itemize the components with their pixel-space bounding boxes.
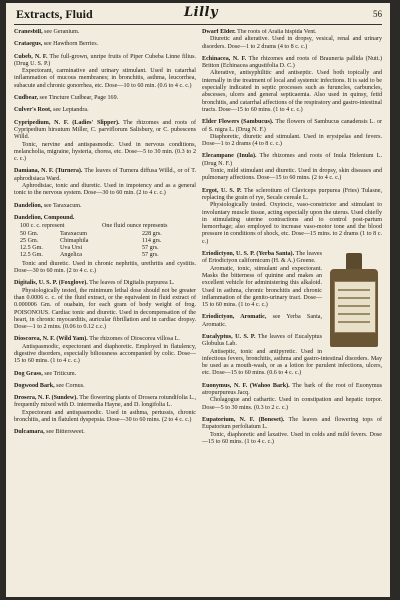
entry-lead [202,383,382,398]
entry-paragraph: Tonic, nervine and antispasmodic. Used in nervous conditions, melancholia, migraine, hysteria, chorea, etc. Dose—5 to 30 min. (0.3 to 2 c. c.) [14,141,196,163]
monograph-entry [14,395,196,424]
product-bottle-image [326,253,382,349]
entry-paragraph: Tonic, diaphoretic and laxative. Used in colds and mild fevers. Dose—15 to 60 mins. (1 to 4 c. c.) [202,431,382,445]
bottle-label-line [338,313,370,315]
entry-lead [14,203,196,210]
entry-paragraph: Diuretic and alterative. Used in dropsy, vesical, renal and urinary disorders. Dose—1 to 2 drams (4 to 8 c. c.) [202,36,382,50]
bottle-label-line [338,297,370,299]
entry-heading: Elecampane (Inula). [202,153,257,160]
monograph-entry [202,251,382,309]
entry-heading: Cranesbill, [14,29,43,35]
entry-description: The flowering plants of Drosera rotundifolia L., frequently mixed with D. intermedia Hayne, and D. longifolia L. [14,395,196,409]
entry-heading: Echinacea, N. F. [202,55,247,62]
monograph-entry [14,371,196,378]
entry-lead [202,153,382,168]
entry-paragraph: Physiologically tested. Oxytocic, vaso-constrictor and stimulant to involuntary muscle tissue, acting especially upon the uterus. Used chiefly in stimulating uterine contractions and to control post-partum hemorrhage; also employed to increase vaso-motor tone and the blood pressure in conditions of shock, etc. Dose—15 mins. to 2 drams (1 to 8 c. c.) [202,202,382,245]
monograph-entry [14,107,196,114]
formula-header-right: One fluid ounce represents [102,223,168,230]
entry-lead [14,429,196,436]
formula-amount: 25 Gm. [20,237,39,244]
entry-description: The sclerotium of Claviceps purpurea (Fries) Tulasne, replacing the grain of rye, Secale cereale L. [202,187,382,201]
formula-row [20,245,196,252]
monograph-entry [14,383,196,390]
formula-grains: 57 grs. [142,245,159,252]
entry-paragraph: Tonic, mild stimulant and diuretic. Used in dropsy, skin diseases and pulmonary affections. Dose—15 to 60 mins. (2 to 4 c. c.) [202,168,382,182]
right-column [202,29,382,595]
formula-ingredient: Taraxacum [60,230,87,237]
entry-description: The leaves of Eucalyptus Globulus Lab. [202,333,322,348]
formula-row [20,252,196,259]
section-title: Extracts, Fluid [16,7,93,21]
entry-description: The flowers of Sambucus canadensis L. or of S. nigra L. (Drug N. F.) [202,119,382,133]
entry-description: see Hawthorn Berries. [43,41,99,48]
formula-table [20,223,196,259]
entry-description: see Leptandra. [53,107,89,114]
entry-paragraph: Expectorant, carminative and urinary stimulant. Used in catarrhal inflammation of mucous membranes; in bronchitis, asthma, leucorrhea, subacute and chronic gonorrhea, etc. Dose—10 to 60 min. (0.6 to 4 c. c.) [14,68,196,89]
entry-heading: Damiana, N. F. (Turnera). [14,168,83,175]
entry-description: see Yerba Santa, Aromatic. [202,314,322,328]
formula-ingredient: Chimaphila [60,237,89,244]
header-rule [14,24,382,25]
formula-row [20,231,196,238]
entry-lead [14,168,196,183]
entry-heading: Drosera, N. F. (Sundew). [14,395,78,402]
entry-heading: Dioscorea, N. F. (Wild Yam). [14,336,88,343]
page-header [16,5,382,25]
entry-paragraph: Cholagogue and cathartic. Used in constipation and hepatic torpor. Dose—5 to 30 mins. (0.3 to 2 c. c.) [202,397,382,411]
formula-grains: 228 grs. [142,230,162,237]
entry-lead [202,56,382,71]
entry-heading: Ergot, U. S. P. [202,187,242,194]
entry-heading: Elder Flowers (Sambucus). [202,119,274,126]
entry-lead [14,41,196,48]
entry-paragraph: Antispasmodic, expectorant and diaphoretic. Employed in flatulency, digestive disorders, especially biliousness accompanied by colic. Dose—15 to 60 mins. (1 to 4 c. c.) [14,343,196,365]
monograph-entry [14,41,196,48]
formula-amount: 12.5 Gm. [20,252,43,259]
entry-lead [14,215,196,222]
entry-description: The leaves of Turnera diffusa Willd., or of T. aphrodisiaca Ward. [14,168,196,182]
monograph-entry [14,336,196,365]
monograph-entry [14,203,196,210]
entry-description: The rhizomes and roots of Cypripedium hirsutum Miller, C. parviflorum Salisbury, or C. pubescens Willd. [14,119,196,141]
entry-heading: Dog Grass, [14,370,43,377]
formula-ingredient: Angelica [60,252,82,259]
monograph-entry [14,215,196,275]
entry-lead [202,119,382,134]
entry-description: see Triticum. [44,370,77,377]
entry-paragraph: Tonic and diuretic. Used in chronic nephritis, urethritis and cystitis. Dose—30 to 60 min. (2 to 4 c. c.) [14,260,196,275]
entry-lead [14,107,196,114]
entry-heading: Cudbear, [14,95,38,102]
entry-heading: Dwarf Elder. [202,29,236,35]
entry-heading: Dogwood Bark, [14,382,55,389]
page-number: 56 [373,9,382,19]
monograph-entry [202,56,382,114]
entry-heading: Dandelion, Compound. [14,214,75,221]
entry-heading: Crataegus, [14,41,43,48]
entry-lead [14,54,196,69]
entry-description: The leaves of Digitalis purpurea L. [89,280,175,287]
monograph-entry [202,153,382,182]
entry-heading: Cubeb, N. F. [14,53,48,60]
entry-lead [14,383,196,390]
entry-description: see Bittersweet. [46,429,85,436]
monograph-entry [202,383,382,412]
monograph-entry [14,168,196,197]
formula-amount: 12.5 Gm. [20,245,43,252]
entry-description: The roots of Aralia hispida Vent. [237,29,317,35]
entry-description: see Tincture Cudbear, Page 169. [39,95,119,102]
entry-lead [14,371,196,378]
entry-lead [14,95,196,102]
entry-description: The leaves of Eriodictyon californicum (H. & A.) Greene. [202,251,322,265]
monograph-entry [202,188,382,246]
entry-description: The rhizomes and roots of Brauneria pallida (Nutt.) Britton (Echinacea angustifolia D. C.) [202,55,382,70]
formula-grains: 114 grs. [142,237,162,244]
entry-description: see Cornus. [56,382,85,389]
entry-paragraph: Physiologically tested, the minimum lethal dose should not be greater than 0.0006 c. c. of the fluid extract, or the equivalent in fluid extract of 0.000006 Gm. of ouabain, for each gram of body weight of frog. POISONOUS. Cardiac tonic and diuretic. Used in decompensation of the heart, in chronic myocarditis, auricular fibrillation and in cardiac dropsy. Dose—1 to 2 mins. (0.06 to 0.12 c.c.) [14,287,196,331]
entry-heading: Euonymus, N. F. (Wahoo Bark). [202,382,290,389]
entry-paragraph: Antiseptic, tonic and antipyretic. Used in infectious fevers, bronchitis, asthma and gastro-intestinal disorders. May be used as a mouth-wash, or as a lotion for purulent infections, ulcers, etc. Dose—15 to 60 mins. (0.6 to 4 c. c.) [202,348,382,377]
entry-lead [14,29,196,36]
formula-grains: 57 grs. [142,252,159,259]
entry-description: The rhizomes and roots of Inula Helenium L. (Drug N. F.) [202,153,382,167]
monograph-entry [202,417,382,446]
monograph-entry [14,95,196,102]
entry-paragraph: Aromatic, tonic, stimulant and expectorant. Masks the bitterness of quinine and makes an excellent vehicle for administering this alkaloid. Used in asthma, chronic bronchitis and chronic inflammation of the genito-urinary tract. Dose—15 to 60 mins. (1 to 4 c. c.) [202,265,322,309]
entry-paragraph: Alterative, antisyphilitic and antiseptic. Used both topically and internally in the treatment of local and systemic infections. It is said to be especially indicated in septic processes such as furuncles, carbuncles, abscesses, ulcers and general septicaemia. Also used in quinsy, fetid bronchitis, and catarrhal affections of the respiratory and gastro-intestinal tracts. Dose—15 to 60 mins. (1 to 4 c. c.) [202,70,382,113]
formula-row [20,238,196,245]
monograph-entry [14,120,196,164]
entry-description: The full-grown, unripe fruits of Piper Cubeba Linne filius. (Drug U. S. P.) [14,53,196,67]
monograph-entry [14,29,196,36]
entry-lead [14,120,196,142]
entry-heading: Dandelion, [14,202,43,209]
monograph-entry [14,429,196,436]
entry-heading: Digitalis, U. S. P. (Foxglove). [14,280,88,287]
lilly-logo: Lilly [184,5,219,20]
entry-paragraph: Diaphoretic, diuretic and stimulant. Used in erysipelas and fevers. Dose—1 to 2 drams (4 to 8 c. c.) [202,133,382,148]
entry-description: The rhizomes of Dioscorea villosa L. [89,336,180,343]
entry-lead [14,395,196,410]
catalog-page [6,3,390,597]
bottle-label-line [338,289,370,291]
entry-heading: Cypripedium, N. F. (Ladies' Slipper). [14,119,120,126]
entry-lead [14,336,196,343]
entry-description: see Geranium. [44,29,80,35]
entry-lead [202,188,382,203]
bottle-label-line [338,321,370,323]
formula-table-header [20,223,196,230]
monograph-entry [202,29,382,51]
left-column [14,29,196,595]
formula-header-left: 100 c. c. represent [20,223,65,230]
monograph-entry [14,54,196,90]
entry-description: The bark of the root of Euonymus atropurpureus Jacq. [202,382,382,397]
monograph-entry [202,119,382,148]
formula-amount: 50 Gm. [20,230,39,237]
entry-lead [202,417,382,432]
bottle-label-line [338,305,370,307]
entry-paragraph: Expectorant and antispasmodic. Used in asthma, pertussis, chronic bronchitis, and in flatulent dyspepsia. Dose—30 to 60 mins. (2 to 4 c. c.) [14,409,196,424]
entry-paragraph: Aphrodisiac, tonic and diuretic. Used in impotency and as a general tonic to the nervous system. Dose—30 to 60 min. (2 to 4 c. c.) [14,183,196,197]
entry-heading: Eriodictyon, U. S. P. (Yerba Santa). [202,251,295,258]
entry-description: The leaves and flowering tops of Eupatorium perfoliatum L. [202,416,382,431]
entry-lead [14,280,196,287]
entry-heading: Eucalyptus, U. S. P. [202,333,256,340]
formula-ingredient: Uva Ursi [60,245,83,252]
monograph-entry [14,280,196,331]
entry-heading: Eupatorium, N. F. (Boneset). [202,416,285,423]
entry-lead [202,29,382,36]
entry-heading: Culver's Root, [14,107,52,114]
entry-description: see Taraxacum. [43,202,82,209]
entry-heading: Dulcamara, [14,429,45,436]
entry-heading: Eriodictyon, Aromatic, [202,314,267,321]
